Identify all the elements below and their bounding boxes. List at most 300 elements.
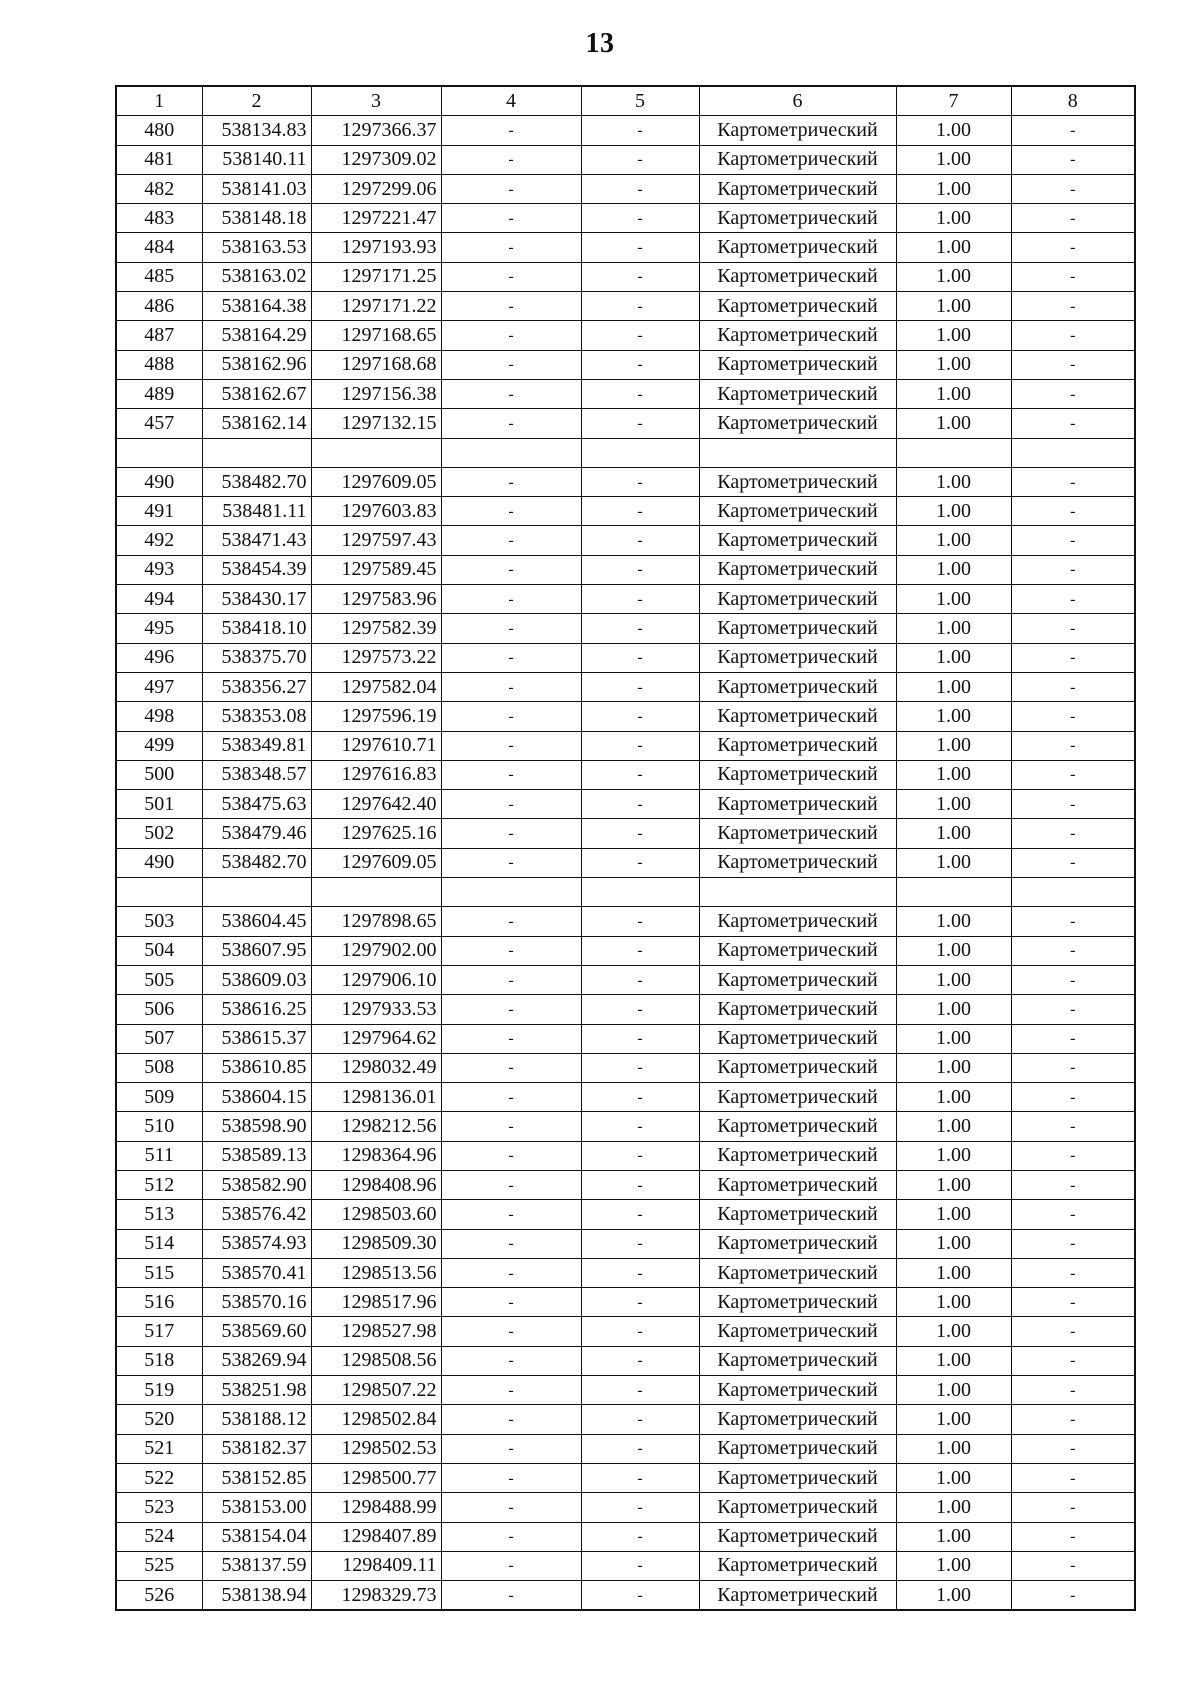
- table-row: [116, 1434, 1135, 1463]
- table-row: [116, 1551, 1135, 1580]
- y-coordinate-cell: 1298488.99: [311, 1493, 441, 1522]
- col8-cell: -: [1011, 1053, 1135, 1082]
- col5-cell: -: [581, 262, 699, 291]
- method-cell: Картометрический: [699, 672, 896, 701]
- accuracy-cell: 1.00: [896, 1112, 1011, 1141]
- col5-cell: -: [581, 672, 699, 701]
- x-coordinate-cell: 538482.70: [202, 848, 311, 877]
- point-number-cell: 505: [116, 965, 202, 994]
- col4-cell: -: [441, 848, 581, 877]
- point-number-cell: 517: [116, 1317, 202, 1346]
- table-row: [116, 848, 1135, 877]
- point-number-cell: 495: [116, 614, 202, 643]
- method-cell: Картометрический: [699, 526, 896, 555]
- accuracy-cell: 1.00: [896, 467, 1011, 496]
- point-number-cell: 499: [116, 731, 202, 760]
- col5-cell: -: [581, 614, 699, 643]
- accuracy-cell: 1.00: [896, 1083, 1011, 1112]
- col4-cell: -: [441, 1229, 581, 1258]
- col8-cell: -: [1011, 555, 1135, 584]
- col8-cell: -: [1011, 467, 1135, 496]
- accuracy-cell: [896, 878, 1011, 907]
- col5-cell: -: [581, 848, 699, 877]
- y-coordinate-cell: 1297625.16: [311, 819, 441, 848]
- col5-cell: -: [581, 1112, 699, 1141]
- point-number-cell: 457: [116, 409, 202, 438]
- x-coordinate-cell: 538604.45: [202, 907, 311, 936]
- col4-cell: -: [441, 379, 581, 408]
- x-coordinate-cell: 538162.14: [202, 409, 311, 438]
- method-cell: Картометрический: [699, 1434, 896, 1463]
- column-header: 5: [581, 86, 699, 116]
- method-cell: Картометрический: [699, 145, 896, 174]
- y-coordinate-cell: 1297299.06: [311, 174, 441, 203]
- y-coordinate-cell: 1298409.11: [311, 1551, 441, 1580]
- x-coordinate-cell: 538375.70: [202, 643, 311, 672]
- accuracy-cell: 1.00: [896, 174, 1011, 203]
- point-number-cell: 510: [116, 1112, 202, 1141]
- col4-cell: -: [441, 497, 581, 526]
- table-row: [116, 1493, 1135, 1522]
- accuracy-cell: 1.00: [896, 848, 1011, 877]
- table-row: [116, 760, 1135, 789]
- accuracy-cell: 1.00: [896, 819, 1011, 848]
- accuracy-cell: 1.00: [896, 321, 1011, 350]
- table-row: [116, 379, 1135, 408]
- method-cell: Картометрический: [699, 1141, 896, 1170]
- accuracy-cell: 1.00: [896, 1053, 1011, 1082]
- table-row: [116, 1024, 1135, 1053]
- col5-cell: -: [581, 731, 699, 760]
- table-row: [116, 1405, 1135, 1434]
- y-coordinate-cell: 1298517.96: [311, 1288, 441, 1317]
- col5-cell: -: [581, 467, 699, 496]
- col8-cell: -: [1011, 1229, 1135, 1258]
- col5-cell: [581, 878, 699, 907]
- point-number-cell: 521: [116, 1434, 202, 1463]
- point-number-cell: 487: [116, 321, 202, 350]
- table-row: [116, 965, 1135, 994]
- col8-cell: [1011, 438, 1135, 467]
- y-coordinate-cell: 1297309.02: [311, 145, 441, 174]
- x-coordinate-cell: 538481.11: [202, 497, 311, 526]
- table-row: [116, 1317, 1135, 1346]
- y-coordinate-cell: [311, 878, 441, 907]
- y-coordinate-cell: 1297221.47: [311, 204, 441, 233]
- col5-cell: -: [581, 526, 699, 555]
- x-coordinate-cell: 538163.02: [202, 262, 311, 291]
- accuracy-cell: 1.00: [896, 1434, 1011, 1463]
- table-row: [116, 1170, 1135, 1199]
- y-coordinate-cell: 1297902.00: [311, 936, 441, 965]
- method-cell: Картометрический: [699, 1346, 896, 1375]
- col4-cell: -: [441, 467, 581, 496]
- table-row: [116, 1141, 1135, 1170]
- col5-cell: -: [581, 643, 699, 672]
- point-number-cell: 500: [116, 760, 202, 789]
- table-row: [116, 1053, 1135, 1082]
- method-cell: Картометрический: [699, 1463, 896, 1492]
- col5-cell: -: [581, 555, 699, 584]
- point-number-cell: 484: [116, 233, 202, 262]
- accuracy-cell: 1.00: [896, 233, 1011, 262]
- table-row: [116, 174, 1135, 203]
- col8-cell: -: [1011, 672, 1135, 701]
- column-header: 6: [699, 86, 896, 116]
- point-number-cell: 522: [116, 1463, 202, 1492]
- method-cell: Картометрический: [699, 116, 896, 145]
- col5-cell: -: [581, 702, 699, 731]
- y-coordinate-cell: 1297609.05: [311, 848, 441, 877]
- col8-cell: -: [1011, 1463, 1135, 1492]
- x-coordinate-cell: 538615.37: [202, 1024, 311, 1053]
- y-coordinate-cell: 1298509.30: [311, 1229, 441, 1258]
- y-coordinate-cell: 1297589.45: [311, 555, 441, 584]
- y-coordinate-cell: 1298329.73: [311, 1581, 441, 1611]
- col5-cell: -: [581, 907, 699, 936]
- y-coordinate-cell: 1297906.10: [311, 965, 441, 994]
- table-row: [116, 1581, 1135, 1611]
- y-coordinate-cell: 1297573.22: [311, 643, 441, 672]
- col5-cell: -: [581, 995, 699, 1024]
- x-coordinate-cell: 538251.98: [202, 1376, 311, 1405]
- point-number-cell: 514: [116, 1229, 202, 1258]
- col8-cell: -: [1011, 1170, 1135, 1199]
- method-cell: Картометрический: [699, 1405, 896, 1434]
- accuracy-cell: 1.00: [896, 1258, 1011, 1287]
- accuracy-cell: 1.00: [896, 204, 1011, 233]
- accuracy-cell: 1.00: [896, 1551, 1011, 1580]
- col5-cell: -: [581, 936, 699, 965]
- x-coordinate-cell: 538152.85: [202, 1463, 311, 1492]
- col5-cell: -: [581, 1463, 699, 1492]
- col8-cell: -: [1011, 292, 1135, 321]
- accuracy-cell: 1.00: [896, 1581, 1011, 1611]
- col5-cell: -: [581, 409, 699, 438]
- accuracy-cell: 1.00: [896, 350, 1011, 379]
- x-coordinate-cell: 538164.38: [202, 292, 311, 321]
- method-cell: Картометрический: [699, 1493, 896, 1522]
- col4-cell: -: [441, 1258, 581, 1287]
- accuracy-cell: 1.00: [896, 965, 1011, 994]
- col5-cell: -: [581, 1551, 699, 1580]
- y-coordinate-cell: 1298032.49: [311, 1053, 441, 1082]
- method-cell: Картометрический: [699, 1317, 896, 1346]
- accuracy-cell: 1.00: [896, 760, 1011, 789]
- method-cell: Картометрический: [699, 1112, 896, 1141]
- method-cell: Картометрический: [699, 936, 896, 965]
- point-number-cell: 493: [116, 555, 202, 584]
- method-cell: Картометрический: [699, 497, 896, 526]
- y-coordinate-cell: 1298502.84: [311, 1405, 441, 1434]
- method-cell: Картометрический: [699, 174, 896, 203]
- point-number-cell: 509: [116, 1083, 202, 1112]
- col4-cell: -: [441, 731, 581, 760]
- col5-cell: -: [581, 116, 699, 145]
- accuracy-cell: 1.00: [896, 1463, 1011, 1492]
- table-row: [116, 1288, 1135, 1317]
- col8-cell: -: [1011, 643, 1135, 672]
- accuracy-cell: 1.00: [896, 262, 1011, 291]
- col4-cell: -: [441, 292, 581, 321]
- point-number-cell: 480: [116, 116, 202, 145]
- method-cell: Картометрический: [699, 292, 896, 321]
- table-header-row: [116, 86, 1135, 116]
- accuracy-cell: 1.00: [896, 292, 1011, 321]
- method-cell: Картометрический: [699, 585, 896, 614]
- col8-cell: -: [1011, 1346, 1135, 1375]
- point-number-cell: 506: [116, 995, 202, 1024]
- accuracy-cell: 1.00: [896, 790, 1011, 819]
- col8-cell: -: [1011, 1551, 1135, 1580]
- col5-cell: -: [581, 174, 699, 203]
- x-coordinate-cell: 538570.16: [202, 1288, 311, 1317]
- table-row: [116, 1200, 1135, 1229]
- x-coordinate-cell: 538134.83: [202, 116, 311, 145]
- x-coordinate-cell: 538610.85: [202, 1053, 311, 1082]
- col4-cell: -: [441, 1317, 581, 1346]
- col8-cell: -: [1011, 819, 1135, 848]
- table-row: [116, 497, 1135, 526]
- table-row: [116, 614, 1135, 643]
- table-row: [116, 350, 1135, 379]
- y-coordinate-cell: [311, 438, 441, 467]
- accuracy-cell: 1.00: [896, 1229, 1011, 1258]
- y-coordinate-cell: 1298408.96: [311, 1170, 441, 1199]
- col4-cell: [441, 438, 581, 467]
- accuracy-cell: 1.00: [896, 936, 1011, 965]
- y-coordinate-cell: 1298507.22: [311, 1376, 441, 1405]
- col4-cell: -: [441, 819, 581, 848]
- y-coordinate-cell: 1297610.71: [311, 731, 441, 760]
- point-number-cell: 489: [116, 379, 202, 408]
- col4-cell: -: [441, 585, 581, 614]
- col8-cell: -: [1011, 1376, 1135, 1405]
- method-cell: Картометрический: [699, 1376, 896, 1405]
- method-cell: Картометрический: [699, 233, 896, 262]
- col8-cell: -: [1011, 936, 1135, 965]
- y-coordinate-cell: 1298502.53: [311, 1434, 441, 1463]
- col8-cell: -: [1011, 350, 1135, 379]
- col5-cell: -: [581, 1317, 699, 1346]
- y-coordinate-cell: 1297616.83: [311, 760, 441, 789]
- method-cell: Картометрический: [699, 731, 896, 760]
- x-coordinate-cell: 538609.03: [202, 965, 311, 994]
- table-row: [116, 1083, 1135, 1112]
- col5-cell: -: [581, 1522, 699, 1551]
- x-coordinate-cell: 538616.25: [202, 995, 311, 1024]
- method-cell: Картометрический: [699, 1229, 896, 1258]
- table-row: [116, 643, 1135, 672]
- table-row: [116, 819, 1135, 848]
- accuracy-cell: 1.00: [896, 409, 1011, 438]
- table-row: [116, 1463, 1135, 1492]
- y-coordinate-cell: 1297193.93: [311, 233, 441, 262]
- col5-cell: -: [581, 1581, 699, 1611]
- x-coordinate-cell: 538482.70: [202, 467, 311, 496]
- y-coordinate-cell: 1297583.96: [311, 585, 441, 614]
- col8-cell: -: [1011, 1288, 1135, 1317]
- col4-cell: -: [441, 174, 581, 203]
- x-coordinate-cell: 538570.41: [202, 1258, 311, 1287]
- x-coordinate-cell: 538140.11: [202, 145, 311, 174]
- method-cell: Картометрический: [699, 262, 896, 291]
- method-cell: [699, 878, 896, 907]
- point-number-cell: [116, 438, 202, 467]
- col4-cell: -: [441, 614, 581, 643]
- col5-cell: -: [581, 292, 699, 321]
- y-coordinate-cell: 1297582.39: [311, 614, 441, 643]
- col5-cell: -: [581, 145, 699, 174]
- col5-cell: -: [581, 1346, 699, 1375]
- x-coordinate-cell: 538604.15: [202, 1083, 311, 1112]
- col4-cell: -: [441, 1376, 581, 1405]
- col8-cell: -: [1011, 1522, 1135, 1551]
- point-number-cell: 520: [116, 1405, 202, 1434]
- col4-cell: -: [441, 965, 581, 994]
- x-coordinate-cell: 538269.94: [202, 1346, 311, 1375]
- x-coordinate-cell: 538182.37: [202, 1434, 311, 1463]
- col5-cell: -: [581, 1376, 699, 1405]
- method-cell: Картометрический: [699, 555, 896, 584]
- col5-cell: -: [581, 321, 699, 350]
- x-coordinate-cell: 538164.29: [202, 321, 311, 350]
- table-row: [116, 204, 1135, 233]
- point-number-cell: 503: [116, 907, 202, 936]
- col5-cell: -: [581, 1200, 699, 1229]
- table-row: [116, 233, 1135, 262]
- accuracy-cell: 1.00: [896, 1405, 1011, 1434]
- x-coordinate-cell: 538153.00: [202, 1493, 311, 1522]
- x-coordinate-cell: 538418.10: [202, 614, 311, 643]
- y-coordinate-cell: 1297171.25: [311, 262, 441, 291]
- point-number-cell: 518: [116, 1346, 202, 1375]
- table-body: [116, 116, 1135, 1611]
- accuracy-cell: 1.00: [896, 1024, 1011, 1053]
- col4-cell: -: [441, 1405, 581, 1434]
- y-coordinate-cell: 1297642.40: [311, 790, 441, 819]
- col8-cell: -: [1011, 760, 1135, 789]
- table-row: [116, 995, 1135, 1024]
- table-row: [116, 116, 1135, 145]
- y-coordinate-cell: 1297171.22: [311, 292, 441, 321]
- accuracy-cell: 1.00: [896, 555, 1011, 584]
- col5-cell: -: [581, 585, 699, 614]
- col5-cell: -: [581, 1083, 699, 1112]
- col4-cell: -: [441, 1288, 581, 1317]
- table-row: [116, 907, 1135, 936]
- col8-cell: -: [1011, 526, 1135, 555]
- method-cell: Картометрический: [699, 467, 896, 496]
- col4-cell: -: [441, 1112, 581, 1141]
- y-coordinate-cell: 1297597.43: [311, 526, 441, 555]
- x-coordinate-cell: 538154.04: [202, 1522, 311, 1551]
- col5-cell: -: [581, 1434, 699, 1463]
- x-coordinate-cell: 538576.42: [202, 1200, 311, 1229]
- method-cell: [699, 438, 896, 467]
- col8-cell: -: [1011, 1493, 1135, 1522]
- method-cell: Картометрический: [699, 995, 896, 1024]
- col8-cell: -: [1011, 614, 1135, 643]
- x-coordinate-cell: 538353.08: [202, 702, 311, 731]
- col8-cell: -: [1011, 731, 1135, 760]
- col8-cell: -: [1011, 1083, 1135, 1112]
- accuracy-cell: 1.00: [896, 145, 1011, 174]
- method-cell: Картометрический: [699, 321, 896, 350]
- x-coordinate-cell: 538162.67: [202, 379, 311, 408]
- x-coordinate-cell: 538141.03: [202, 174, 311, 203]
- x-coordinate-cell: 538430.17: [202, 585, 311, 614]
- x-coordinate-cell: 538475.63: [202, 790, 311, 819]
- point-number-cell: 498: [116, 702, 202, 731]
- col5-cell: -: [581, 379, 699, 408]
- y-coordinate-cell: 1297168.68: [311, 350, 441, 379]
- col8-cell: -: [1011, 379, 1135, 408]
- x-coordinate-cell: 538137.59: [202, 1551, 311, 1580]
- col4-cell: -: [441, 760, 581, 789]
- col8-cell: -: [1011, 321, 1135, 350]
- point-number-cell: 483: [116, 204, 202, 233]
- accuracy-cell: 1.00: [896, 379, 1011, 408]
- col8-cell: -: [1011, 848, 1135, 877]
- col8-cell: -: [1011, 1024, 1135, 1053]
- table-row: [116, 731, 1135, 760]
- point-number-cell: 523: [116, 1493, 202, 1522]
- x-coordinate-cell: 538574.93: [202, 1229, 311, 1258]
- col5-cell: -: [581, 965, 699, 994]
- col4-cell: [441, 878, 581, 907]
- col4-cell: -: [441, 350, 581, 379]
- column-header: 8: [1011, 86, 1135, 116]
- table-row: [116, 409, 1135, 438]
- accuracy-cell: 1.00: [896, 1141, 1011, 1170]
- col8-cell: -: [1011, 965, 1135, 994]
- accuracy-cell: 1.00: [896, 497, 1011, 526]
- point-number-cell: 481: [116, 145, 202, 174]
- method-cell: Картометрический: [699, 204, 896, 233]
- col4-cell: -: [441, 1522, 581, 1551]
- point-number-cell: 496: [116, 643, 202, 672]
- col8-cell: -: [1011, 174, 1135, 203]
- y-coordinate-cell: 1298364.96: [311, 1141, 441, 1170]
- point-number-cell: 501: [116, 790, 202, 819]
- y-coordinate-cell: 1297168.65: [311, 321, 441, 350]
- table-row: [116, 555, 1135, 584]
- point-number-cell: 486: [116, 292, 202, 321]
- col4-cell: -: [441, 790, 581, 819]
- y-coordinate-cell: 1298503.60: [311, 1200, 441, 1229]
- col4-cell: -: [441, 321, 581, 350]
- point-number-cell: 526: [116, 1581, 202, 1611]
- col5-cell: -: [581, 760, 699, 789]
- table-row: [116, 585, 1135, 614]
- method-cell: Картометрический: [699, 1522, 896, 1551]
- point-number-cell: 497: [116, 672, 202, 701]
- point-number-cell: 488: [116, 350, 202, 379]
- col8-cell: -: [1011, 262, 1135, 291]
- col4-cell: -: [441, 672, 581, 701]
- table-row: [116, 262, 1135, 291]
- point-number-cell: 515: [116, 1258, 202, 1287]
- y-coordinate-cell: 1297603.83: [311, 497, 441, 526]
- x-coordinate-cell: 538163.53: [202, 233, 311, 262]
- col5-cell: -: [581, 819, 699, 848]
- accuracy-cell: 1.00: [896, 116, 1011, 145]
- accuracy-cell: 1.00: [896, 1346, 1011, 1375]
- table-row: [116, 702, 1135, 731]
- accuracy-cell: 1.00: [896, 1200, 1011, 1229]
- table-row: [116, 438, 1135, 467]
